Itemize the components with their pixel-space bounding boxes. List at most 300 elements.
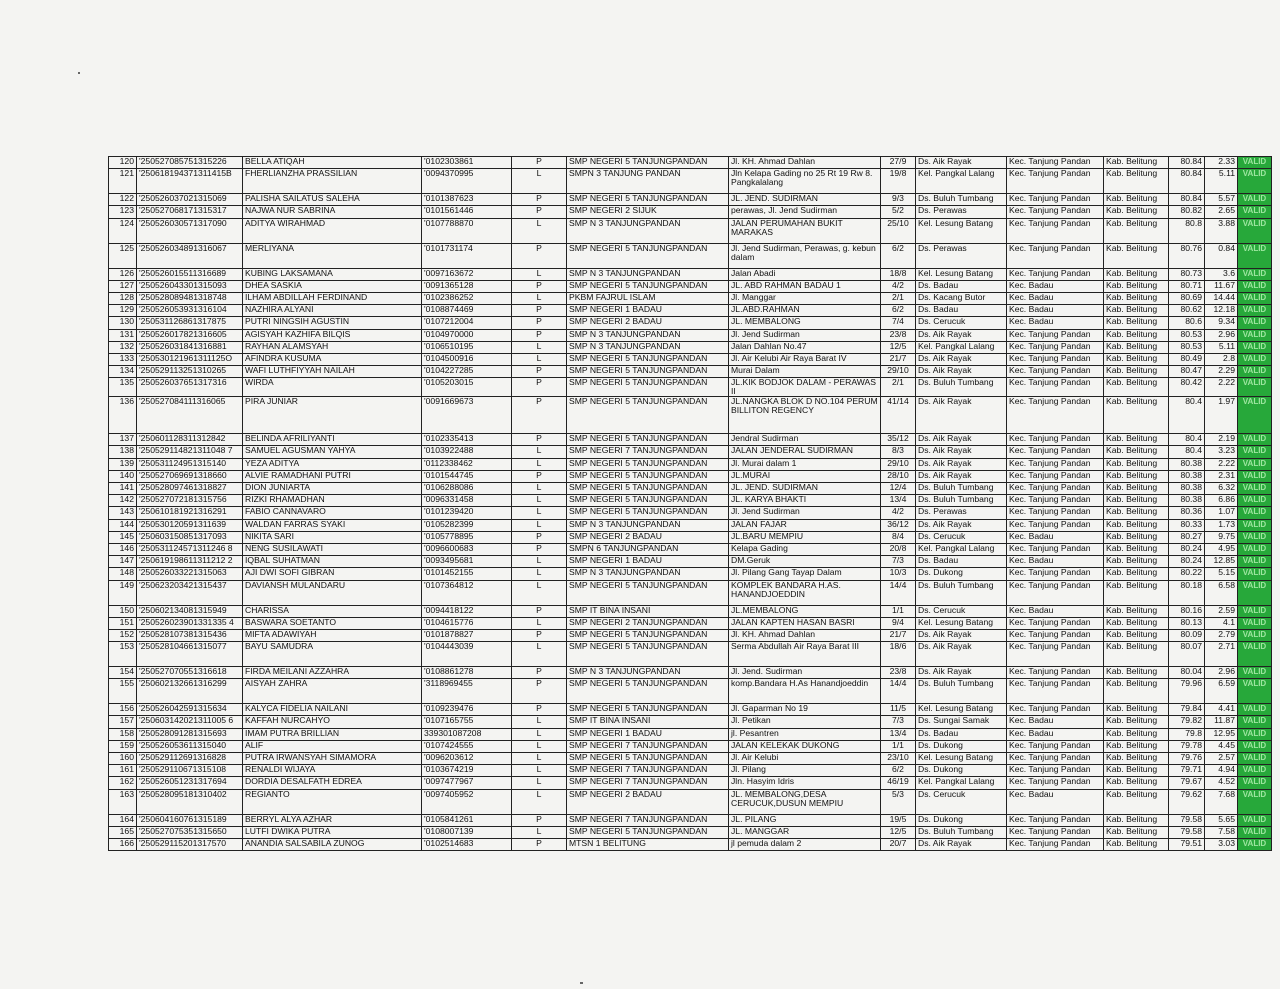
distance: 2.19: [1205, 434, 1238, 446]
origin-school: SMP NEGERI 5 TANJUNGPANDAN: [567, 378, 729, 397]
gender: P: [512, 366, 567, 378]
nisn: '0091365128: [422, 280, 512, 292]
district: Kec. Tanjung Pandan: [1007, 483, 1104, 495]
registration-id: '250527075351315650: [137, 826, 243, 838]
gender: P: [512, 243, 567, 268]
origin-school: SMP NEGERI 5 TANJUNGPANDAN: [567, 753, 729, 765]
table-row: [109, 838, 1272, 850]
student-name: BAYU SAMUDRA: [243, 642, 422, 667]
status-badge: VALID: [1238, 543, 1272, 555]
status-badge: VALID: [1238, 556, 1272, 568]
row-number: 161: [109, 765, 137, 777]
status-badge: VALID: [1238, 740, 1272, 752]
table-row: [109, 716, 1272, 728]
nisn: '0104500916: [422, 353, 512, 365]
nisn: '0104443039: [422, 642, 512, 667]
registration-id: '250526017821316605: [137, 329, 243, 341]
status-badge: VALID: [1238, 329, 1272, 341]
nisn: '0102303861: [422, 157, 512, 169]
rt-rw: 7/4: [881, 317, 916, 329]
row-number: 163: [109, 789, 137, 814]
table-row: [109, 580, 1272, 605]
district: Kec. Tanjung Pandan: [1007, 777, 1104, 789]
registration-id: '250528107381315436: [137, 629, 243, 641]
district: Kec. Tanjung Pandan: [1007, 753, 1104, 765]
student-name: AFINDRA KUSUMA: [243, 353, 422, 365]
gender: P: [512, 838, 567, 850]
row-number: 139: [109, 458, 137, 470]
distance: 4.41: [1205, 704, 1238, 716]
nisn: '0108874469: [422, 305, 512, 317]
village: Ds. Dukong: [916, 740, 1007, 752]
nisn: '0101452155: [422, 568, 512, 580]
status-badge: VALID: [1238, 434, 1272, 446]
address: JL.NANGKA BLOK D NO.104 PERUM BILLITON REGENCY: [729, 397, 881, 434]
address: Jl. Jend Sudirman, Perawas, g. kebun dalam: [729, 243, 881, 268]
nisn: '0105203015: [422, 378, 512, 397]
status-badge: VALID: [1238, 157, 1272, 169]
score: 80.84: [1169, 157, 1205, 169]
regency: Kab. Belitung: [1104, 218, 1169, 243]
student-name: FABIO CANNAVARO: [243, 507, 422, 519]
status-badge: VALID: [1238, 617, 1272, 629]
status-badge: VALID: [1238, 531, 1272, 543]
distance: 2.96: [1205, 329, 1238, 341]
row-number: 149: [109, 580, 137, 605]
gender: L: [512, 218, 567, 243]
address: JL. JEND. SUDIRMAN: [729, 194, 881, 206]
student-name: ADITYA WIRAHMAD: [243, 218, 422, 243]
distance: 0.84: [1205, 243, 1238, 268]
student-name: KUBING LAKSAMANA: [243, 268, 422, 280]
table-row: [109, 305, 1272, 317]
student-name: PIRA JUNIAR: [243, 397, 422, 434]
status-badge: VALID: [1238, 580, 1272, 605]
row-number: 132: [109, 341, 137, 353]
rt-rw: 4/2: [881, 280, 916, 292]
table-row: [109, 280, 1272, 292]
score: 80.71: [1169, 280, 1205, 292]
distance: 2.71: [1205, 642, 1238, 667]
rt-rw: 46/19: [881, 777, 916, 789]
gender: P: [512, 629, 567, 641]
distance: 1.07: [1205, 507, 1238, 519]
score: 80.16: [1169, 605, 1205, 617]
address: JALAN PERUMAHAN BUKIT MARAKAS: [729, 218, 881, 243]
nisn: 339301087208: [422, 728, 512, 740]
village: Ds. Buluh Tumbang: [916, 580, 1007, 605]
regency: Kab. Belitung: [1104, 617, 1169, 629]
score: 79.82: [1169, 716, 1205, 728]
rt-rw: 5/2: [881, 206, 916, 218]
village: Ds. Cerucuk: [916, 789, 1007, 814]
address: DM.Geruk: [729, 556, 881, 568]
rt-rw: 4/2: [881, 507, 916, 519]
student-name: ALVIE RAMADHANI PUTRI: [243, 470, 422, 482]
table-row: [109, 470, 1272, 482]
address: Jl. Murai dalam 1: [729, 458, 881, 470]
address: JALAN KELEKAK DUKONG: [729, 740, 881, 752]
status-badge: VALID: [1238, 495, 1272, 507]
row-number: 122: [109, 194, 137, 206]
regency: Kab. Belitung: [1104, 206, 1169, 218]
gender: P: [512, 667, 567, 679]
rt-rw: 12/5: [881, 826, 916, 838]
distance: 11.67: [1205, 280, 1238, 292]
address: Jl. Petikan: [729, 716, 881, 728]
origin-school: SMP N 3 TANJUNGPANDAN: [567, 218, 729, 243]
rt-rw: 6/2: [881, 765, 916, 777]
regency: Kab. Belitung: [1104, 292, 1169, 304]
status-badge: VALID: [1238, 169, 1272, 194]
score: 80.84: [1169, 169, 1205, 194]
student-name: CHARISSA: [243, 605, 422, 617]
distance: 5.11: [1205, 169, 1238, 194]
address: JL. MEMBALONG: [729, 317, 881, 329]
address: JL.MEMBALONG: [729, 605, 881, 617]
rt-rw: 21/7: [881, 353, 916, 365]
village: Ds. Kacang Butor: [916, 292, 1007, 304]
row-number: 143: [109, 507, 137, 519]
distance: 12.95: [1205, 728, 1238, 740]
origin-school: SMP IT BINA INSANI: [567, 605, 729, 617]
gender: L: [512, 268, 567, 280]
status-badge: VALID: [1238, 777, 1272, 789]
district: Kec. Tanjung Pandan: [1007, 434, 1104, 446]
distance: 6.86: [1205, 495, 1238, 507]
status-badge: VALID: [1238, 470, 1272, 482]
nisn: '0103922488: [422, 446, 512, 458]
table-row: [109, 789, 1272, 814]
address: jl pemuda dalam 2: [729, 838, 881, 850]
gender: L: [512, 341, 567, 353]
village: Ds. Cerucuk: [916, 317, 1007, 329]
row-number: 155: [109, 679, 137, 704]
nisn: '0101544745: [422, 470, 512, 482]
score: 79.58: [1169, 814, 1205, 826]
address: JL. PILANG: [729, 814, 881, 826]
registration-id: '250619198611311212 2: [137, 556, 243, 568]
status-badge: VALID: [1238, 838, 1272, 850]
score: 80.38: [1169, 470, 1205, 482]
row-number: 124: [109, 218, 137, 243]
student-name: IQBAL SUHATMAN: [243, 556, 422, 568]
rt-rw: 41/14: [881, 397, 916, 434]
distance: 2.31: [1205, 470, 1238, 482]
distance: 2.59: [1205, 605, 1238, 617]
distance: 3.03: [1205, 838, 1238, 850]
nisn: '0104970000: [422, 329, 512, 341]
origin-school: SMP NEGERI 2 SIJUK: [567, 206, 729, 218]
registration-id: '250526015511316689: [137, 268, 243, 280]
village: Ds. Cerucuk: [916, 531, 1007, 543]
registration-id: '250531124951315140: [137, 458, 243, 470]
distance: 7.58: [1205, 826, 1238, 838]
rt-rw: 7/3: [881, 556, 916, 568]
registration-id: '250526023901331335 4: [137, 617, 243, 629]
registration-id: '250526053931316104: [137, 305, 243, 317]
regency: Kab. Belitung: [1104, 568, 1169, 580]
rt-rw: 8/4: [881, 531, 916, 543]
district: Kec. Badau: [1007, 716, 1104, 728]
origin-school: SMP NEGERI 5 TANJUNGPANDAN: [567, 353, 729, 365]
registration-id: '250531126861317875: [137, 317, 243, 329]
regency: Kab. Belitung: [1104, 366, 1169, 378]
village: Kel. Lesung Batang: [916, 753, 1007, 765]
score: 80.07: [1169, 642, 1205, 667]
student-name: AISYAH ZAHRA: [243, 679, 422, 704]
student-name: LUTFI DWIKA PUTRA: [243, 826, 422, 838]
village: Ds. Aik Rayak: [916, 329, 1007, 341]
table-row: [109, 728, 1272, 740]
regency: Kab. Belitung: [1104, 519, 1169, 531]
nisn: '0103674219: [422, 765, 512, 777]
distance: 4.45: [1205, 740, 1238, 752]
rt-rw: 10/3: [881, 568, 916, 580]
student-name: KALYCA FIDELIA NAILANI: [243, 704, 422, 716]
table-row: [109, 194, 1272, 206]
registration-id: '250618194371311415B: [137, 169, 243, 194]
registration-id: '250526030571317090: [137, 218, 243, 243]
student-name: ANANDIA SALSABILA ZUNOG: [243, 838, 422, 850]
regency: Kab. Belitung: [1104, 280, 1169, 292]
rt-rw: 2/1: [881, 378, 916, 397]
regency: Kab. Belitung: [1104, 305, 1169, 317]
registration-table: [108, 156, 1272, 851]
gender: L: [512, 777, 567, 789]
student-name: AGISYAH KAZHIFA BILQIS: [243, 329, 422, 341]
regency: Kab. Belitung: [1104, 470, 1169, 482]
district: Kec. Tanjung Pandan: [1007, 629, 1104, 641]
gender: L: [512, 458, 567, 470]
distance: 2.96: [1205, 667, 1238, 679]
status-badge: VALID: [1238, 667, 1272, 679]
row-number: 162: [109, 777, 137, 789]
status-badge: VALID: [1238, 605, 1272, 617]
nisn: '0105778895: [422, 531, 512, 543]
regency: Kab. Belitung: [1104, 483, 1169, 495]
origin-school: SMP NEGERI 1 BADAU: [567, 556, 729, 568]
gender: P: [512, 543, 567, 555]
student-name: NENG SUSILAWATI: [243, 543, 422, 555]
district: Kec. Badau: [1007, 531, 1104, 543]
row-number: 146: [109, 543, 137, 555]
nisn: '0093495681: [422, 556, 512, 568]
score: 79.67: [1169, 777, 1205, 789]
village: Kel. Lesung Batang: [916, 218, 1007, 243]
gender: L: [512, 169, 567, 194]
origin-school: SMP NEGERI 5 TANJUNGPANDAN: [567, 483, 729, 495]
status-badge: VALID: [1238, 446, 1272, 458]
address: Jln Kelapa Gading no 25 Rt 19 Rw 8. Pangkalalang: [729, 169, 881, 194]
distance: 5.15: [1205, 568, 1238, 580]
district: Kec. Tanjung Pandan: [1007, 366, 1104, 378]
row-number: 148: [109, 568, 137, 580]
student-name: WALDAN FARRAS SYAKI: [243, 519, 422, 531]
rt-rw: 20/8: [881, 543, 916, 555]
distance: 2.79: [1205, 629, 1238, 641]
address: KOMPLEK BANDARA H.AS. HANANDJOEDDIN: [729, 580, 881, 605]
gender: P: [512, 194, 567, 206]
student-name: PUTRA IRWANSYAH SIMAMORA: [243, 753, 422, 765]
distance: 6.58: [1205, 580, 1238, 605]
address: Jl. Pilang Gang Tayap Dalam: [729, 568, 881, 580]
address: Jl. KH. Ahmad Dahlan: [729, 157, 881, 169]
rt-rw: 18/6: [881, 642, 916, 667]
nisn: '0104227285: [422, 366, 512, 378]
table-row: [109, 341, 1272, 353]
address: Jl. Gaparman No 19: [729, 704, 881, 716]
student-name: PUTRI NINGSIH AGUSTIN: [243, 317, 422, 329]
village: Ds. Buluh Tumbang: [916, 679, 1007, 704]
regency: Kab. Belitung: [1104, 157, 1169, 169]
village: Kel. Pangkal Lalang: [916, 543, 1007, 555]
registration-id: '250527069691318660: [137, 470, 243, 482]
student-name: BELINDA AFRILIYANTI: [243, 434, 422, 446]
nisn: '0091669673: [422, 397, 512, 434]
scan-speck: [78, 72, 80, 74]
nisn: '0102514683: [422, 838, 512, 850]
district: Kec. Tanjung Pandan: [1007, 218, 1104, 243]
score: 80.36: [1169, 507, 1205, 519]
address: JL.KIK BODJOK DALAM - PERAWAS II: [729, 378, 881, 397]
rt-rw: 25/10: [881, 218, 916, 243]
row-number: 145: [109, 531, 137, 543]
regency: Kab. Belitung: [1104, 543, 1169, 555]
regency: Kab. Belitung: [1104, 507, 1169, 519]
rt-rw: 23/8: [881, 329, 916, 341]
origin-school: SMP NEGERI 7 TANJUNGPANDAN: [567, 740, 729, 752]
gender: L: [512, 446, 567, 458]
student-name: DION JUNIARTA: [243, 483, 422, 495]
origin-school: SMP N 3 TANJUNGPANDAN: [567, 519, 729, 531]
origin-school: SMP NEGERI 5 TANJUNGPANDAN: [567, 495, 729, 507]
nisn: '0108007139: [422, 826, 512, 838]
student-name: RIZKI RHAMADHAN: [243, 495, 422, 507]
village: Ds. Aik Rayak: [916, 629, 1007, 641]
status-badge: VALID: [1238, 206, 1272, 218]
address: Jl. Jend Sudirman: [729, 329, 881, 341]
nisn: '0107424555: [422, 740, 512, 752]
table-row: [109, 531, 1272, 543]
status-badge: VALID: [1238, 642, 1272, 667]
regency: Kab. Belitung: [1104, 728, 1169, 740]
rt-rw: 9/4: [881, 617, 916, 629]
rt-rw: 29/10: [881, 366, 916, 378]
score: 80.38: [1169, 495, 1205, 507]
address: Kelapa Gading: [729, 543, 881, 555]
student-name: BERRYL ALYA AZHAR: [243, 814, 422, 826]
status-badge: VALID: [1238, 194, 1272, 206]
student-name: NAZHIRA ALYANI: [243, 305, 422, 317]
district: Kec. Tanjung Pandan: [1007, 243, 1104, 268]
origin-school: SMP NEGERI 5 TANJUNGPANDAN: [567, 366, 729, 378]
rt-rw: 5/3: [881, 789, 916, 814]
distance: 1.73: [1205, 519, 1238, 531]
score: 79.78: [1169, 740, 1205, 752]
distance: 2.29: [1205, 366, 1238, 378]
district: Kec. Tanjung Pandan: [1007, 543, 1104, 555]
gender: L: [512, 556, 567, 568]
gender: L: [512, 765, 567, 777]
score: 80.53: [1169, 341, 1205, 353]
row-number: 157: [109, 716, 137, 728]
district: Kec. Badau: [1007, 605, 1104, 617]
registration-id: '250602132661316299: [137, 679, 243, 704]
table-row: [109, 218, 1272, 243]
address: JALAN FAJAR: [729, 519, 881, 531]
village: Ds. Buluh Tumbang: [916, 378, 1007, 397]
row-number: 160: [109, 753, 137, 765]
score: 80.4: [1169, 397, 1205, 434]
gender: P: [512, 206, 567, 218]
regency: Kab. Belitung: [1104, 580, 1169, 605]
score: 80.62: [1169, 305, 1205, 317]
district: Kec. Tanjung Pandan: [1007, 507, 1104, 519]
regency: Kab. Belitung: [1104, 243, 1169, 268]
rt-rw: 28/10: [881, 470, 916, 482]
student-name: BASWARA SOETANTO: [243, 617, 422, 629]
distance: 2.65: [1205, 206, 1238, 218]
gender: L: [512, 740, 567, 752]
rt-rw: 1/1: [881, 740, 916, 752]
row-number: 127: [109, 280, 137, 292]
table-row: [109, 519, 1272, 531]
origin-school: SMP NEGERI 5 TANJUNGPANDAN: [567, 704, 729, 716]
nisn: '0096331458: [422, 495, 512, 507]
status-badge: VALID: [1238, 280, 1272, 292]
student-name: DAVIANSH MULANDARU: [243, 580, 422, 605]
nisn: '0094370995: [422, 169, 512, 194]
table-row: [109, 765, 1272, 777]
registration-id: '250527085751315226: [137, 157, 243, 169]
table-row: [109, 157, 1272, 169]
student-name: KAFFAH NURCAHYO: [243, 716, 422, 728]
nisn: '3118969455: [422, 679, 512, 704]
address: JALAN JENDERAL SUDIRMAN: [729, 446, 881, 458]
address: Serma Abdullah Air Raya Barat III: [729, 642, 881, 667]
origin-school: SMP NEGERI 2 TANJUNGPANDAN: [567, 617, 729, 629]
rt-rw: 19/5: [881, 814, 916, 826]
address: Jendral Sudirman: [729, 434, 881, 446]
district: Kec. Tanjung Pandan: [1007, 667, 1104, 679]
district: Kec. Tanjung Pandan: [1007, 740, 1104, 752]
gender: P: [512, 470, 567, 482]
table-row: [109, 556, 1272, 568]
nisn: '0101239420: [422, 507, 512, 519]
row-number: 123: [109, 206, 137, 218]
score: 80.24: [1169, 556, 1205, 568]
gender: P: [512, 305, 567, 317]
score: 79.76: [1169, 753, 1205, 765]
origin-school: SMP N 3 TANJUNGPANDAN: [567, 329, 729, 341]
rt-rw: 36/12: [881, 519, 916, 531]
regency: Kab. Belitung: [1104, 629, 1169, 641]
table-row: [109, 446, 1272, 458]
address: JL. KARYA BHAKTI: [729, 495, 881, 507]
score: 79.62: [1169, 789, 1205, 814]
village: Ds. Aik Rayak: [916, 667, 1007, 679]
village: Ds. Perawas: [916, 507, 1007, 519]
nisn: '0106510195: [422, 341, 512, 353]
gender: L: [512, 826, 567, 838]
row-number: 142: [109, 495, 137, 507]
score: 79.58: [1169, 826, 1205, 838]
rt-rw: 11/5: [881, 704, 916, 716]
distance: 4.95: [1205, 543, 1238, 555]
status-badge: VALID: [1238, 483, 1272, 495]
status-badge: VALID: [1238, 728, 1272, 740]
